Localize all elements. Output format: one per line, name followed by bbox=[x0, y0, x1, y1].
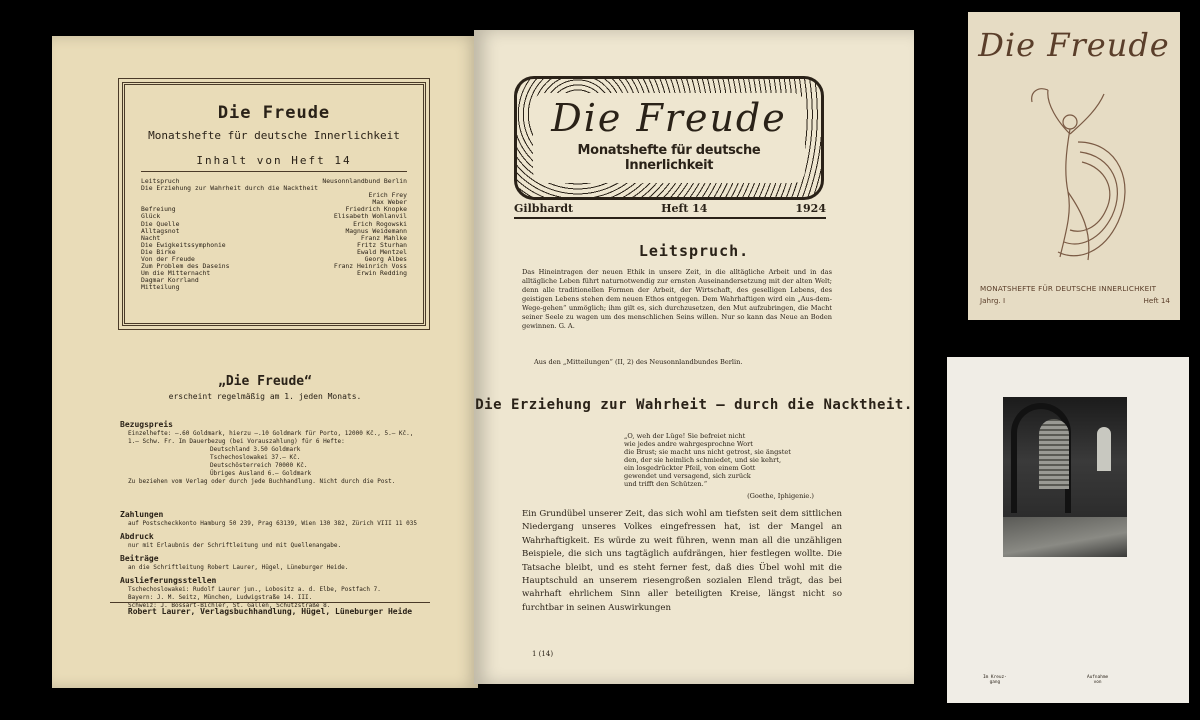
toc-heading: Inhalt von Heft 14 bbox=[141, 154, 407, 172]
first-page bbox=[474, 30, 914, 684]
issue-number: Heft 14 bbox=[661, 202, 708, 215]
publication-subtitle: erscheint regelmäßig am 1. jeden Monats. bbox=[168, 392, 362, 401]
toc-entry-title: Befreiung bbox=[141, 205, 176, 214]
plate-caption-right: Aufnahme von bbox=[1087, 675, 1109, 685]
poem-quote bbox=[624, 432, 814, 488]
poem-line: die Brust; sie macht uns nicht getrost, sie ängstet bbox=[624, 448, 791, 456]
toc-entry-title: Die Birke bbox=[141, 247, 176, 256]
toc-subtitle: Monatshefte für deutsche Innerlichkeit bbox=[148, 129, 400, 142]
toc-entry-author: Ewald Mentzel bbox=[356, 247, 407, 256]
payment-heading: Zahlungen bbox=[120, 510, 164, 519]
price-line: Zu beziehen vom Verlag oder durch jede Buchhandlung. Nicht durch die Post. bbox=[128, 478, 396, 485]
toc-entry-author: Erich Rogowski bbox=[353, 219, 407, 228]
toc-entry-title: Um die Mitternacht bbox=[141, 269, 211, 278]
floor-shape bbox=[1003, 517, 1127, 557]
contributions-section bbox=[120, 554, 440, 572]
reprint-heading: Abdruck bbox=[120, 532, 154, 541]
reprint-section bbox=[120, 532, 440, 550]
toc-entry-author: Friedrich Knopke bbox=[345, 205, 407, 214]
toc-entry-title: Mitteilung bbox=[141, 283, 180, 292]
reprint-line: nur mit Erlaubnis der Schriftleitung und mit Quellenangabe. bbox=[128, 542, 342, 549]
motto-title: Leitspruch. bbox=[638, 242, 750, 260]
payment-section bbox=[120, 510, 440, 528]
masthead-subtitle: Monatshefte für deutsche Innerlichkeit bbox=[577, 143, 761, 173]
contributions-heading: Beiträge bbox=[120, 554, 159, 563]
price-line: Übriges Ausland 6.— Goldmark bbox=[210, 470, 312, 477]
table-of-contents-frame bbox=[122, 82, 426, 326]
price-line: Deutschösterreich 70000 Kč. bbox=[210, 462, 308, 469]
toc-entry-title: Von der Freude bbox=[141, 255, 195, 264]
masthead bbox=[514, 76, 824, 200]
poem-line: den, der sie heimlich schmiedet, und sie kehrt, bbox=[624, 456, 782, 464]
toc-entry-author: Elisabeth Wohlanvil bbox=[333, 212, 407, 221]
toc-entry-author: Erwin Redding bbox=[356, 269, 407, 278]
toc-entry-title: Glück bbox=[141, 212, 161, 221]
toc-entry-title: Die Ewigkeitssymphonie bbox=[141, 240, 226, 249]
poem-line: „O, weh der Lüge! Sie befreiet nicht bbox=[624, 432, 746, 440]
distribution-line: Tschechoslowakei: Rudolf Laurer jun., Lobositz a. d. Elbe, Postfach 7. bbox=[128, 586, 381, 593]
inside-cover-page bbox=[52, 36, 478, 688]
cloister-photograph bbox=[1003, 397, 1127, 557]
poem-line: und trifft den Schützen.“ bbox=[624, 480, 708, 488]
poem-line: gewendet und versagend, sich zurück bbox=[624, 472, 751, 480]
cover-issue: Heft 14 bbox=[1143, 296, 1170, 305]
distribution-heading: Auslieferungsstellen bbox=[120, 576, 217, 585]
toc-entry-title: Dagmar Korrland bbox=[141, 276, 199, 285]
toc-entry-author: Franz Heinrich Voss bbox=[333, 262, 407, 271]
price-line: Deutschland 3.50 Goldmark bbox=[210, 446, 301, 453]
toc-entry-title: Nacht bbox=[141, 233, 161, 242]
toc-entry-author: Neusonnlandbund Berlin bbox=[322, 177, 407, 185]
toc-entry-title: Zum Problem des Daseins bbox=[141, 262, 230, 271]
publisher-footer: Robert Laurer, Verlagsbuchhandlung, Hügel, Lüneburger Heide bbox=[110, 602, 430, 616]
dancer-illustration bbox=[1008, 82, 1148, 272]
price-line: Tschechoslowakei 37.— Kč. bbox=[210, 454, 301, 461]
poem-source: (Goethe, Iphigenie.) bbox=[747, 492, 814, 500]
contributions-line: an die Schriftleitung Robert Laurer, Hügel, Lüneburger Heide. bbox=[128, 564, 349, 571]
toc-entry-author: Fritz Sturhan bbox=[356, 240, 407, 249]
publication-title: „Die Freude“ bbox=[218, 374, 312, 389]
price-line: Einzelhefte: —.60 Goldmark, hierzu —.10 Goldmark für Porto, 12000 Kč., 5.— Kč., bbox=[128, 430, 414, 437]
distribution-line: Schweiz: J. Bossart-Bichler, St. Gallen, Schützstraße 8. bbox=[128, 602, 331, 609]
toc-entry-author: Georg Albes bbox=[364, 255, 407, 264]
toc-row bbox=[141, 185, 407, 192]
toc-row bbox=[141, 277, 407, 284]
toc-entry-title: Leitspruch bbox=[141, 177, 180, 185]
price-section bbox=[120, 420, 440, 486]
toc-entry-title: Alltagsnot bbox=[141, 226, 180, 235]
poem-line: ein losgedrückter Pfeil, von einem Gott bbox=[624, 464, 756, 472]
toc-entry-title: Die Erziehung zur Wahrheit durch die Nacktheit bbox=[141, 184, 318, 193]
price-line: 1.— Schw. Fr. Im Dauerbezug (bei Vorauszahlung) für 6 Hefte: bbox=[128, 438, 345, 445]
toc-row bbox=[141, 192, 407, 199]
essay-body: Ein Grundübel unserer Zeit, das sich wohl am tiefsten seit dem sittlichen Niedergang unseres Volkes eingefressen hat, ist der Mangel an Wahrhaftigkeit. Es würde zu weit führen, wenn man all die unzähligen Beispiele, die sich uns tagtäglich aufdrängen, hier festlegen wollte. Die Tatsache bleibt, und es steht ferner fest, daß dies Übel wohl mit die Hauptschuld an unserem riesengroßen sozialen Elend trägt, das bei wahrhaft ehrlichem Sinn aller beteiligten Kreise, längst nicht so furchtbar in seinen Auswirkungen bbox=[522, 509, 842, 613]
cover-subtitle: MONATSHEFTE FÜR DEUTSCHE INNERLICHKEIT bbox=[980, 284, 1157, 293]
toc-title: Die Freude bbox=[217, 103, 331, 123]
window-shape bbox=[1039, 419, 1069, 489]
page-number: 1 (14) bbox=[532, 650, 554, 658]
poem-line: wie jedes andre wahrgesprochne Wort bbox=[624, 440, 753, 448]
toc-entry-author: Franz Mahlke bbox=[360, 233, 407, 242]
toc-entry-author: Max Weber bbox=[372, 198, 407, 207]
plate-caption-left: Im Kreuz- gang bbox=[983, 675, 1007, 685]
cover-title: Die Freude bbox=[978, 26, 1170, 64]
toc-entry-title: Die Quelle bbox=[141, 219, 180, 228]
masthead-title: Die Freude bbox=[551, 96, 787, 140]
magazine-cover bbox=[968, 12, 1180, 320]
toc-list bbox=[141, 178, 407, 292]
distribution-line: Bayern: J. M. Seitz, München, Ludwigstraße 14. III. bbox=[128, 594, 313, 601]
issue-month: Gilbhardt bbox=[514, 202, 574, 215]
toc-row bbox=[141, 284, 407, 291]
issue-year: 1924 bbox=[795, 202, 826, 215]
issue-line bbox=[514, 202, 826, 219]
window-shape bbox=[1097, 427, 1111, 471]
motto-text: Das Hineintragen der neuen Ethik in unsere Zeit, in die alltägliche Arbeit und in das alltägliche Leben führt naturnotwendig zur ernsten Auseinandersetzung mit der alten Welt; denn alle traditionellen Formen der Arbeit, der Wirtschaft, des geselligen Lebens, des geistigen Lebens stehen dem neuen Ethos entgegen. Dem Wahrhaftigen wird ein „Aus-dem-Wege-gehen“ unmöglich; ihm gilt es, sich durchzusetzen, den Mut aufzubringen, die Macht seiner Seele zu wagen um des menschlichen Seins willen. Nur so kann das Neue an Boden gewinnen. G. A. bbox=[522, 268, 832, 330]
toc-entry-author: Erich Frey bbox=[368, 191, 407, 200]
photo-plate-page bbox=[947, 357, 1189, 703]
toc-entry-author: Magnus Weidemann bbox=[345, 226, 407, 235]
price-heading: Bezugspreis bbox=[120, 420, 173, 429]
essay-title: Die Erziehung zur Wahrheit — durch die Nacktheit. bbox=[475, 397, 913, 413]
cover-volume: Jahrg. I bbox=[980, 296, 1006, 305]
payment-line: auf Postscheckkonto Hamburg 50 239, Prag 63139, Wien 130 382, Zürich VIII 11 035 bbox=[128, 520, 417, 527]
motto-source: Aus den „Mitteilungen“ (II, 2) des Neusonnlandbundes Berlin. bbox=[534, 358, 743, 366]
